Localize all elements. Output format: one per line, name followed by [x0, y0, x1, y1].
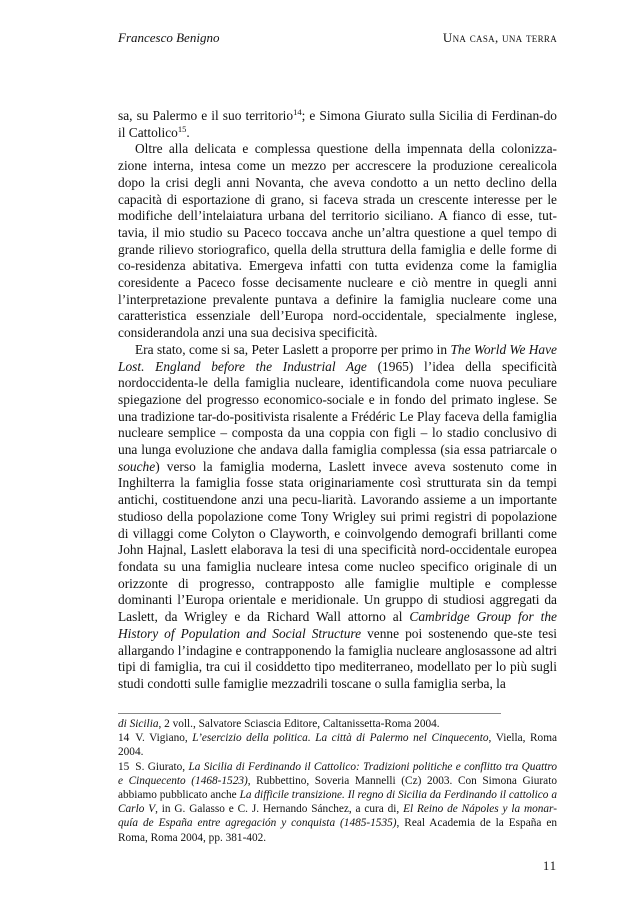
main-text	[118, 108, 557, 693]
page-number: 11	[542, 859, 557, 873]
fn14-text-a: V. Vigiano,	[135, 732, 193, 745]
footnote-separator	[118, 713, 501, 714]
fn15-title-b: La difficile transizione. Il regno di Sicilia da Ferdinando il cattolico a Carlo V	[118, 789, 557, 816]
p3-text-d: venne poi sostenendo que-ste tesi allargando l’indagine e contrapponendo la famiglia nucleare anglosassone ad altri tipi di famiglia, tra cui il cosiddetto tipo mediterraneo, modellato per lo più sugli studi condotti sulle famiglie mezzadrili toscane o sulla famiglia serba, la	[118, 625, 558, 691]
fn14-text-b: , Viella, Roma 2004.	[118, 732, 557, 759]
footnote-ref-15[interactable]: 15	[177, 123, 187, 134]
p3-term-souche: souche	[118, 458, 156, 474]
running-head	[118, 30, 557, 50]
footnotes	[118, 717, 557, 845]
footnote-number: 15	[118, 760, 130, 773]
fn15-text-d: , Real Academia de la España en Roma, Roma 2004, pp. 381-402.	[118, 817, 557, 844]
paragraph-1	[118, 108, 557, 141]
fn15-text-b: , Rubbettino, Soveria Mannelli (Cz) 2003. Con Simona Giurato abbiamo pubblicato anche	[118, 774, 557, 802]
p1-text-b: ; e Simona Giurato sulla Sicilia di Ferdinan-do il Cattolico	[118, 108, 557, 140]
footnote-continuation	[118, 717, 557, 731]
p3-text-a: Era stato, come si sa, Peter Laslett a proporre per primo in	[135, 341, 451, 357]
p1-text-c: .	[186, 124, 190, 140]
p3-group-name: Cambridge Group for the History of Population and Social Structure	[118, 609, 557, 641]
fn15-text-c: , in G. Galasso e C. J. Hernando Sánchez, a cura di,	[155, 803, 404, 816]
footnote-number: 14	[118, 732, 130, 745]
p1-text-a: sa, su Palermo e il suo territorio	[118, 108, 294, 123]
fn15-title-c: El Reino de Nápoles y la monar-quía de España entre agregación y conquista (1485-1535)	[118, 803, 557, 830]
paragraph-3	[118, 342, 557, 693]
footnote-15	[118, 760, 557, 845]
running-head-author: Francesco Benigno	[118, 30, 220, 45]
fn15-title-a: La Sicilia di Ferdinando il Cattolico: Tradizioni politiche e conflitto tra Quattro e Cinquecento (1468-1523)	[118, 760, 558, 787]
footnote-ref-14[interactable]: 14	[293, 107, 302, 117]
p3-text-b: (1965) l’idea della specificità nordoccidenta-le della famiglia nucleare, identificandola come nuova peculiare spiegazione del progresso economico-sociale e in fondo del primato inglese. Se una tradizione tar-do-positivista risalente a Frédéric Le Play faceva della famiglia nucleare semplice – composta da una coppia con figli – lo stadio conclusivo di una lunga evoluzione che andava dalla famiglia complessa (sia essa patriarcale o	[118, 358, 557, 458]
p3-text-c: ) verso la famiglia moderna, Laslett invece aveva sostenuto come in Inghilterra la famiglia fosse stata originariamente così strutturata sin da tempi antichi, costituendone anzi una pecu-liarità. Lavorando assieme a un importante studioso della popolazione come Tony Wrigley sui primi registri di popolazione di villaggi come Colyton o Clayworth, e coinvolgendo demografi brillanti come John Hajnal, Laslett elaborava la tesi di una specificità nord-occidentale europea fondata su una famiglia nucleare intesa come nucleo specifico originale di un orizzonte di progresso, contrapposto alle famiglie multiple e complesse dominanti l’Europa orientale e meridionale. Un gruppo di studiosi aggregati da Laslett, da Wrigley e da Richard Wall attorno al	[118, 458, 557, 625]
paragraph-2: Oltre alla delicata e complessa questione della impennata della colonizza-zione interna, intesa come un mezzo per accrescere la produzione cerealicola dopo la crisi degli anni Novanta, che aveva condotto a un netto declino della capacità di esportazione di grano, si faceva strada un crescente interesse per le modifiche dell’intelaiatura urbana del territorio siciliano. A fianco di esse, tut-tavia, il mio studio su Paceco toccava anche un’altra questione a quel tempo di grande rilievo storiografico, quella della struttura della famiglia e delle forme di co-residenza abitativa. Emergeva infatti con tutta evidenza come la famiglia coresidente a Paceco fosse decisamente nucleare e ciò mentre in quegli anni l’interpretazione prevalente puntava a definire la famiglia nucleare come una caratteristica essenziale dell’Europa nord-occidentale, specialmente inglese, considerandola anzi una sua decisiva specificità.	[118, 141, 557, 341]
footnote-14	[118, 731, 557, 759]
running-head-title: Una casa, una terra	[442, 30, 557, 45]
fn15-text-a: S. Giurato,	[135, 760, 189, 773]
fn14-title: L’esercizio della politica. La città di Palermo nel Cinquecento	[192, 732, 489, 745]
p3-book-title: The World We Have Lost. England before the Industrial Age	[118, 341, 557, 374]
fn-cont-text: , 2 voll., Salvatore Sciascia Editore, Caltanissetta-Roma 2004.	[158, 718, 440, 730]
fn-cont-title: di Sicilia	[118, 718, 159, 730]
